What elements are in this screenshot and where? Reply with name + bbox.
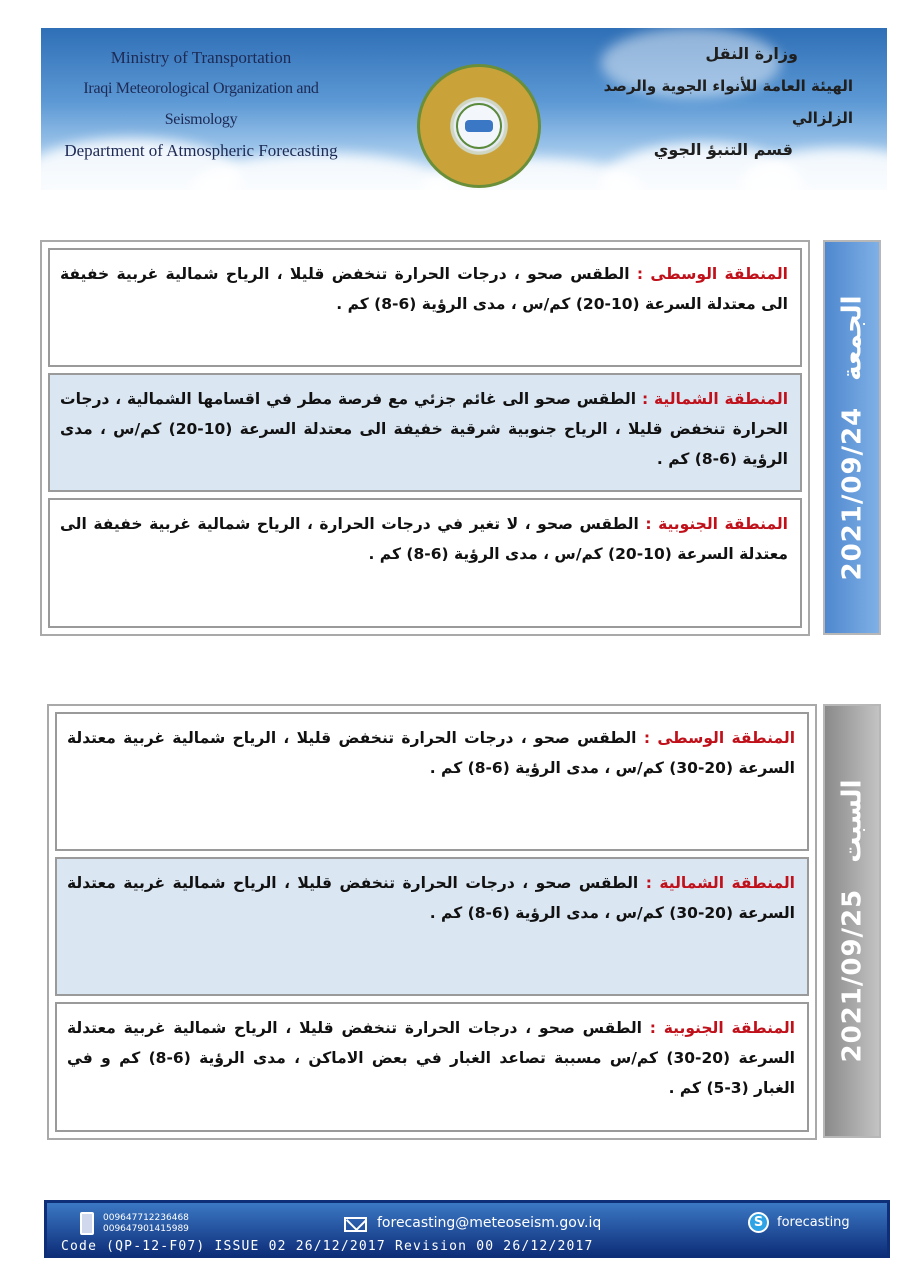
day-forecast-group [47,704,817,1140]
forecast-box-central [55,712,809,851]
region-name: المنطقة الشمالية : [641,390,789,408]
forecast-box-northern [48,373,802,492]
header-banner [41,28,887,190]
mail-icon [344,1217,367,1232]
header-english-titles [51,42,351,166]
forecast-text: الطقس صحو ، درجات الحرارة تنخفض قليلا ، الرياح شمالية غربية خفيفة الى معتدلة السرعة (10-20) كم/س ، مدى الرؤية (6-8) كم . [60,265,788,313]
date-tab-day1 [823,240,881,635]
phone-number: 009647901415989 [103,1224,189,1234]
forecast-text: الطقس صحو ، درجات الحرارة تنخفض قليلا ، الرياح شمالية غربية معتدلة السرعة (20-30) كم/س ، مدى الرؤية (6-8) كم . [67,874,795,922]
region-name: المنطقة الوسطى : [636,265,788,283]
forecast-date: 2021/09/24 [837,406,868,581]
forecast-text: الطقس صحو ، درجات الحرارة تنخفض قليلا ، الرياح شمالية غربية معتدلة السرعة (20-30) كم/س ، مدى الرؤية (6-8) كم . [67,729,795,777]
date-tab-day2 [823,704,881,1138]
forecast-text: الطقس صحو ، درجات الحرارة تنخفض قليلا ، الرياح شمالية غربية معتدلة السرعة (20-30) كم/س مسببة تصاعد الغبار في بعض الاماكن ، مدى الرؤية (6-8) كم و في الغبار (3-5) كم . [67,1019,795,1097]
forecast-date: 2021/09/25 [837,888,867,1063]
email-address[interactable]: forecasting@meteoseism.gov.iq [377,1215,602,1231]
phone-number: 009647712236468 [103,1213,189,1223]
region-name: المنطقة الشمالية : [645,874,795,892]
skype-icon: S [748,1212,769,1233]
phone-icon [80,1212,94,1235]
organization-seal-icon [417,64,541,188]
department-title-en: Department of Atmospheric Forecasting [64,141,338,160]
forecast-text: الطقس صحو الى غائم جزئي مع فرصة مطر في اقسامها الشمالية ، درجات الحرارة تنخفض قليلا ، الرياح جنوبية شرقية خفيفة الى معتدلة السرعة (10-20) كم/س ، مدى الرؤية (6-8) كم . [60,390,788,468]
department-title-ar: قسم التنبؤ الجوي [653,140,793,159]
footer-bar [44,1200,890,1258]
header-arabic-titles [583,38,853,166]
document-code-line: Code (QP-12-F07) ISSUE 02 26/12/2017 Revision 00 26/12/2017 [61,1239,594,1254]
region-name: المنطقة الجنوبية : [645,515,788,533]
forecast-box-central [48,248,802,367]
region-name: المنطقة الجنوبية : [649,1019,795,1037]
phone-numbers [103,1213,189,1235]
forecast-day: السبت [837,779,867,863]
forecast-box-southern [55,1002,809,1132]
forecast-text: الطقس صحو ، لا تغير في درجات الحرارة ، الرياح شمالية غربية خفيفة الى معتدلة السرعة (10-20) كم/س ، مدى الرؤية (6-8) كم . [60,515,788,563]
ministry-title-en: Ministry of Transportation [110,48,292,67]
forecast-box-northern [55,857,809,996]
region-name: المنطقة الوسطى : [643,729,796,747]
day-forecast-group [40,240,810,636]
forecast-day: الجمعة [837,294,868,381]
skype-handle[interactable]: forecasting [777,1215,850,1230]
organization-title-ar: الهيئة العامة للأنواء الجوية والرصد الزلزالي [603,77,853,127]
forecast-box-southern [48,498,802,628]
organization-title-en: Iraqi Meteorological Organization and Seismology [83,80,319,128]
ministry-title-ar: وزارة النقل [705,44,798,63]
